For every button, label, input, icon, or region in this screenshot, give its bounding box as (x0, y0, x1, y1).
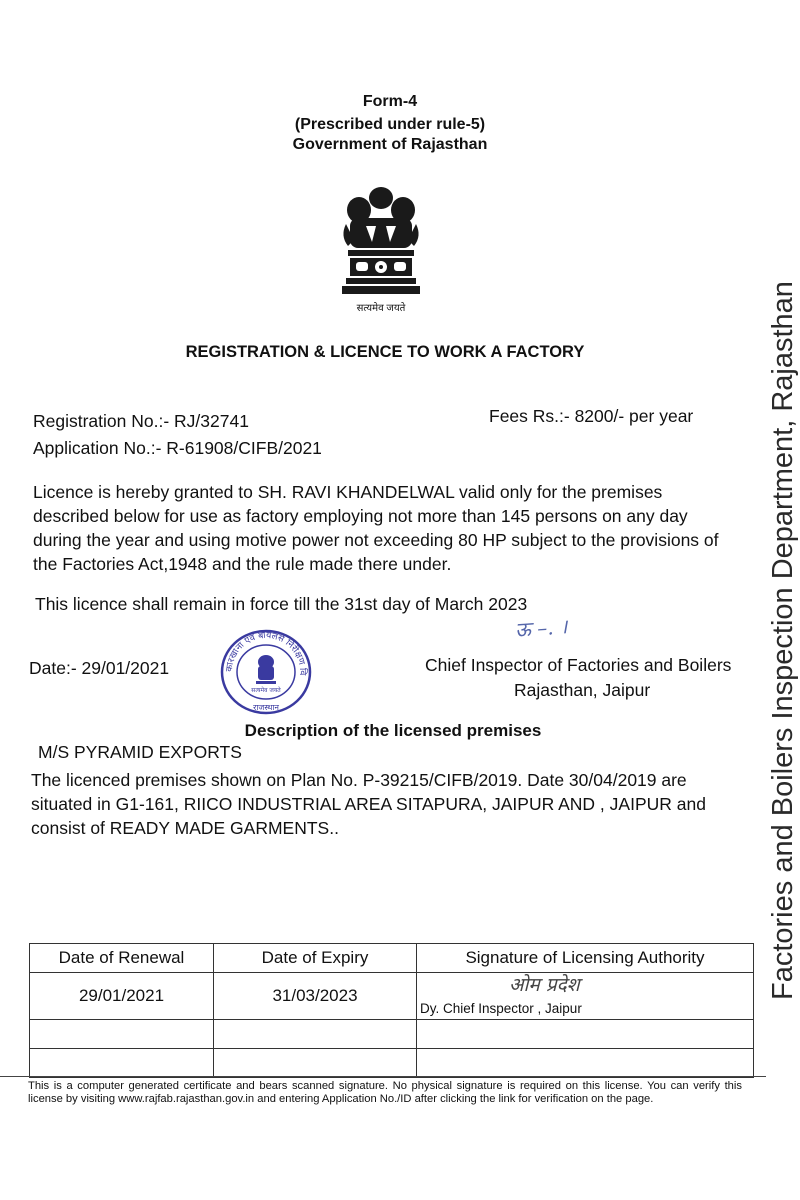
authority-title: Chief Inspector of Factories and Boilers (425, 655, 732, 675)
renewal-signature: ओम प्रदेश (509, 974, 580, 996)
column-header-renewal: Date of Renewal (30, 944, 214, 973)
side-banner: Factories and Boilers Inspection Department, Rajasthan (767, 281, 799, 1000)
signature-cell (417, 1020, 754, 1049)
renewal-table (29, 943, 754, 1078)
premises-description (31, 768, 771, 840)
stamp-ring-text: कारखाना एवं बॉयलर्स निरीक्षण वि (224, 630, 308, 676)
renewal-date-cell (30, 1020, 214, 1049)
signature-cell (417, 1049, 754, 1078)
licence-line: the Factories Act,1948 and the rule made there under. (33, 554, 452, 574)
footer-note: This is a computer generated certificate and bears scanned signature. No physical signature is required on this license. You can verify this license by visiting www.rajfab.rajasthan.gov.in and entering Application No./ID after clicking the link for verification on the page. (28, 1080, 742, 1105)
chief-inspector-signature: ऊ –. । (514, 614, 569, 642)
licence-text (33, 480, 773, 576)
national-emblem (336, 180, 426, 316)
stamp-bottom-text: राजस्थान (253, 703, 279, 712)
expiry-date-cell (214, 1049, 417, 1078)
validity-statement: This licence shall remain in force till the 31st day of March 2023 (35, 594, 528, 614)
official-stamp (218, 626, 314, 716)
table-row (30, 1049, 754, 1078)
fees: Fees Rs.:- 8200/- per year (489, 406, 694, 426)
prescribed-rule: (Prescribed under rule-5) (294, 116, 486, 133)
signatory-designation: Dy. Chief Inspector , Jaipur (420, 1001, 582, 1016)
form-number: Form-4 (362, 93, 418, 110)
authority-location: Rajasthan, Jaipur (514, 680, 651, 700)
renewal-date-cell: 29/01/2021 (30, 973, 214, 1020)
government-name: Government of Rajasthan (292, 136, 488, 153)
renewal-date-cell (30, 1049, 214, 1078)
lion-capital-icon (336, 180, 426, 300)
emblem-motto: सत्यमेव जयते (356, 303, 406, 314)
licence-line: Licence is hereby granted to SH. RAVI KHANDELWAL valid only for the premises (33, 482, 663, 502)
application-number: Application No.:- R-61908/CIFB/2021 (33, 438, 322, 458)
column-header-expiry: Date of Expiry (214, 944, 417, 973)
stamp-seal-icon (218, 626, 314, 716)
signature-cell (417, 973, 754, 1020)
table-header-row (30, 944, 754, 973)
company-name: M/S PYRAMID EXPORTS (38, 742, 242, 762)
issue-date: Date:- 29/01/2021 (29, 658, 170, 678)
expiry-date-cell (214, 1020, 417, 1049)
premises-line: situated in G1-161, RIICO INDUSTRIAL AREA SITAPURA, JAIPUR AND , JAIPUR and (31, 794, 706, 814)
column-header-signature: Signature of Licensing Authority (417, 944, 754, 973)
premises-heading: Description of the licensed premises (244, 721, 542, 740)
registration-number: Registration No.:- RJ/32741 (33, 411, 249, 431)
table-row (30, 973, 754, 1020)
licence-line: during the year and using motive power not exceeding 80 HP subject to the provisions of (33, 530, 719, 550)
licence-line: described below for use as factory employing not more than 145 persons on any day (33, 506, 688, 526)
expiry-date-cell: 31/03/2023 (214, 973, 417, 1020)
stamp-motto: सत्यमेव जयते (251, 687, 281, 694)
table-row (30, 1020, 754, 1049)
premises-line: consist of READY MADE GARMENTS.. (31, 818, 339, 838)
premises-line: The licenced premises shown on Plan No. P-39215/CIFB/2019. Date 30/04/2019 are (31, 770, 687, 790)
document-title: REGISTRATION & LICENCE TO WORK A FACTORY (185, 343, 585, 361)
footer-divider (0, 1076, 766, 1077)
